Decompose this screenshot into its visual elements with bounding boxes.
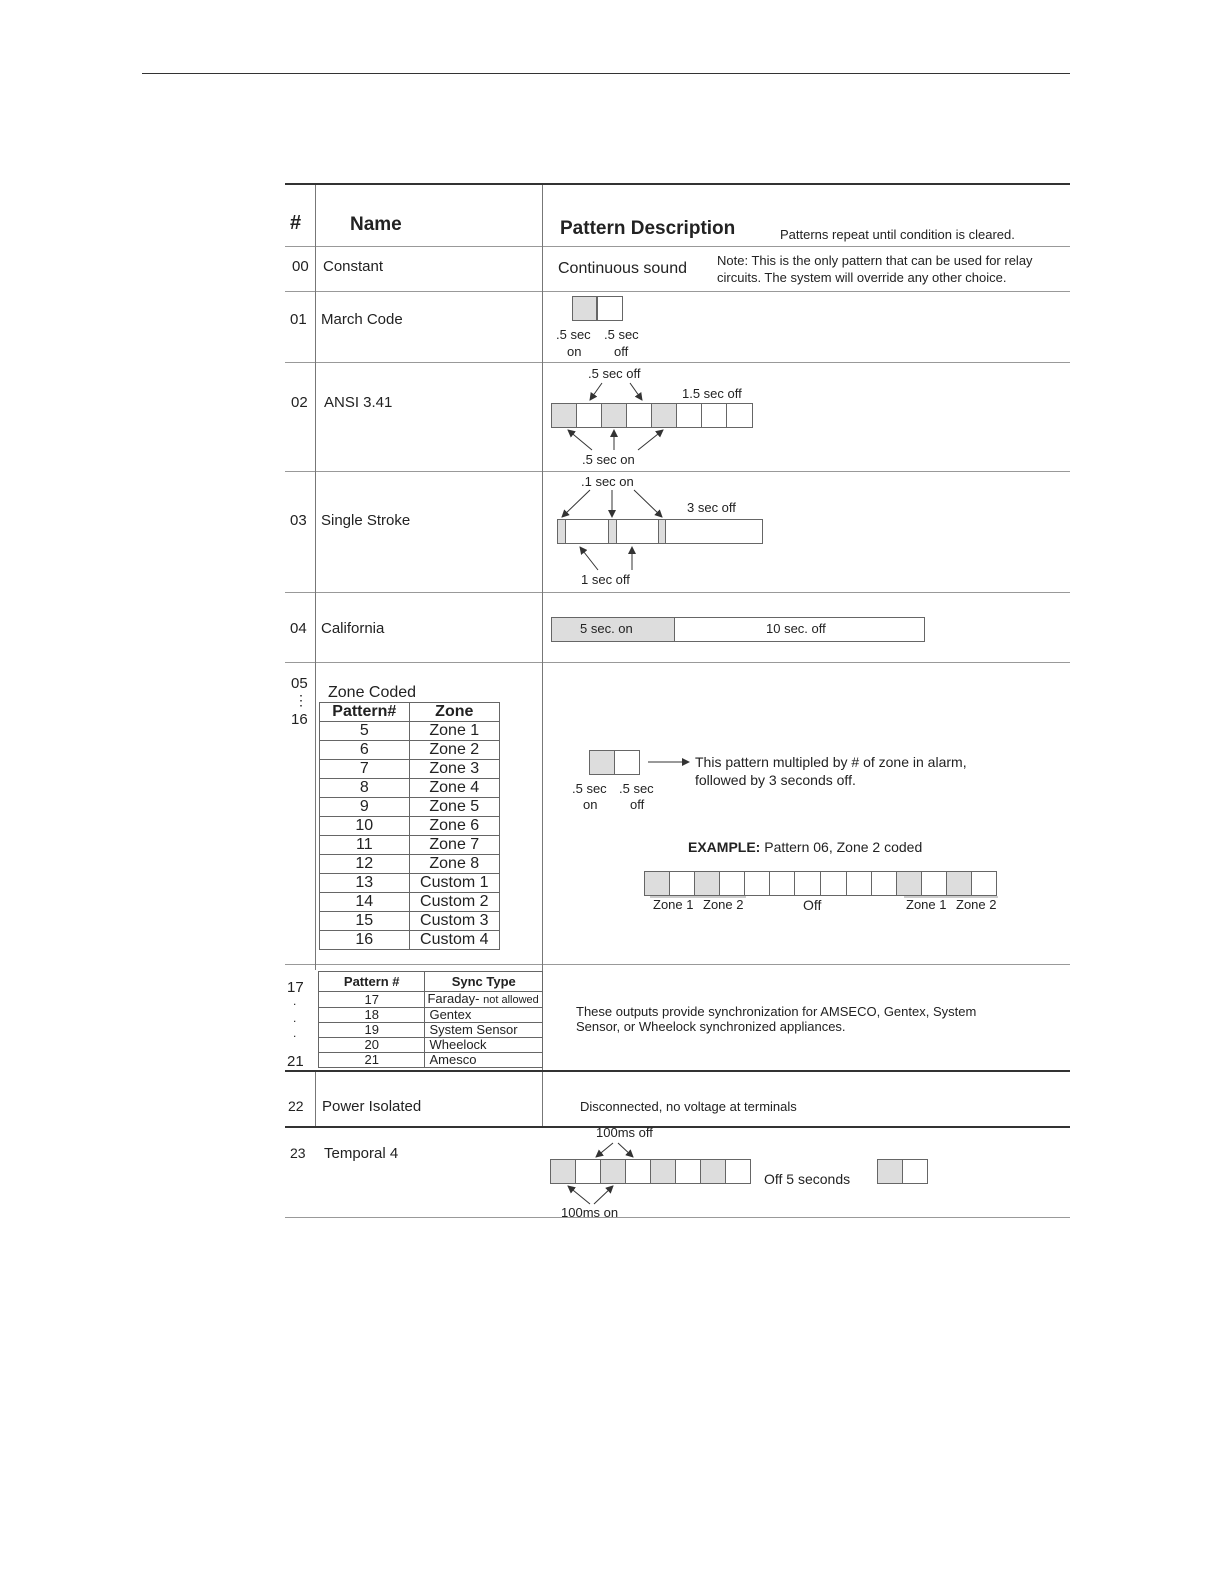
header-pattern-description: Pattern Description <box>560 218 736 239</box>
example-label: Zone 2 <box>703 897 744 912</box>
pattern-name: Single Stroke <box>321 512 411 529</box>
pattern-cell: 8 <box>320 779 410 798</box>
pointer-arrow <box>590 383 602 400</box>
sync-type-cell: Gentex <box>425 1008 543 1023</box>
sync-type-cell: Wheelock <box>425 1038 543 1053</box>
column-header: Sync Type <box>425 972 543 992</box>
pattern-cell: 11 <box>320 836 410 855</box>
sync-note: not allowed <box>483 994 539 1006</box>
zone-cell: Zone 7 <box>409 836 499 855</box>
off-duration-label: .5 sec off <box>588 366 641 381</box>
pattern-number: 23 <box>290 1145 306 1161</box>
pattern-cell: 12 <box>320 855 410 874</box>
pattern-cell: 13 <box>320 874 410 893</box>
pointer-arrow <box>562 490 590 517</box>
range-dot: . <box>293 1026 297 1040</box>
sync-desc-line-2: Sensor, or Wheelock synchronized appliances. <box>576 1019 846 1034</box>
on-duration-label: .5 sec <box>556 327 591 342</box>
pattern-cell: 19 <box>319 1023 425 1038</box>
pointer-arrow <box>634 490 662 517</box>
example-label: Zone 1 <box>906 897 947 912</box>
zone-cell: Zone 3 <box>409 760 499 779</box>
pattern-desc: Continuous sound <box>558 260 687 277</box>
zone-desc-line-2: followed by 3 seconds off. <box>695 772 856 788</box>
pattern-name: California <box>321 620 385 637</box>
pattern-cell: 10 <box>320 817 410 836</box>
sync-desc-line-1: These outputs provide synchronization for AMSECO, Gentex, System <box>576 1004 977 1019</box>
off-duration-label: .5 sec <box>619 781 654 796</box>
pattern-name: ANSI 3.41 <box>324 394 393 411</box>
pattern-cell: 17 <box>319 992 425 1008</box>
pattern-number-end: 16 <box>291 711 308 728</box>
pattern-cell: 16 <box>320 931 410 950</box>
range-dot: . <box>293 1011 297 1025</box>
pointer-arrow <box>568 1186 590 1204</box>
zone-cell: Zone 6 <box>409 817 499 836</box>
pattern-number-start: 17 <box>287 979 304 996</box>
pointer-arrow <box>580 547 598 570</box>
on-label: on <box>567 344 582 359</box>
example-label: Zone 2 <box>956 897 997 912</box>
zone-cell: Zone 1 <box>409 722 499 741</box>
column-header: Pattern# <box>320 703 410 722</box>
pattern-number: 00 <box>292 258 309 275</box>
pattern-cell: 15 <box>320 912 410 931</box>
example-bold: EXAMPLE: <box>688 839 761 855</box>
pattern-number-start: 05 <box>291 675 308 692</box>
sync-type: Faraday- <box>427 991 484 1006</box>
pointer-arrow <box>596 1143 613 1157</box>
off-label: off <box>614 344 629 359</box>
on-duration-label: 100ms on <box>561 1205 619 1220</box>
sync-type-cell: System Sensor <box>425 1023 543 1038</box>
pattern-cell: 14 <box>320 893 410 912</box>
column-header: Pattern # <box>319 972 425 992</box>
pointer-arrow <box>618 1143 633 1157</box>
header-name: Name <box>350 214 402 235</box>
pattern-cell: 9 <box>320 798 410 817</box>
zone-cell: Zone 2 <box>409 741 499 760</box>
zone-cell: Custom 2 <box>409 893 499 912</box>
pattern-number: 02 <box>291 394 308 411</box>
pattern-cell: 18 <box>319 1008 425 1023</box>
on-duration-label: .5 sec <box>572 781 607 796</box>
zone-cell: Zone 8 <box>409 855 499 874</box>
pattern-cell: 20 <box>319 1038 425 1053</box>
pointer-arrow <box>638 430 663 450</box>
off-duration-label: 100ms off <box>596 1125 653 1140</box>
pattern-name: Temporal 4 <box>324 1145 399 1162</box>
on-duration-label: .5 sec on <box>582 452 635 467</box>
pattern-number: 03 <box>290 512 307 529</box>
repeat-note: Patterns repeat until condition is cleared. <box>780 227 1015 242</box>
long-off-label: Off 5 seconds <box>764 1171 851 1187</box>
off-duration-label: .5 sec <box>604 327 639 342</box>
pattern-name: Constant <box>323 258 384 275</box>
zone-desc-line-1: This pattern multipled by # of zone in alarm, <box>695 754 967 770</box>
zone-coded-title: Zone Coded <box>328 684 417 701</box>
range-dots: ⋮ <box>294 692 308 708</box>
pattern-number: 01 <box>290 311 307 328</box>
sync-type-cell: Amesco <box>425 1053 543 1068</box>
pattern-cell: 5 <box>320 722 410 741</box>
zone-cell: Custom 3 <box>409 912 499 931</box>
zone-cell: Zone 4 <box>409 779 499 798</box>
pattern-cell: 7 <box>320 760 410 779</box>
pattern-number: 04 <box>290 620 307 637</box>
range-dot: . <box>293 994 297 1008</box>
header-number: # <box>290 212 302 234</box>
pattern-name: March Code <box>321 311 403 328</box>
pointer-arrow <box>568 430 592 450</box>
pointer-arrow <box>630 383 642 400</box>
on-duration-label: 5 sec. on <box>580 621 633 636</box>
pattern-cell: 21 <box>319 1053 425 1068</box>
zone-cell: Custom 4 <box>409 931 499 950</box>
pattern-desc: Disconnected, no voltage at terminals <box>580 1099 797 1114</box>
column-header: Zone <box>409 703 499 722</box>
off-label: off <box>630 797 645 812</box>
example-label: Zone 1 <box>653 897 694 912</box>
relay-note-line-1: Note: This is the only pattern that can be used for relay <box>717 253 1033 268</box>
off-duration-label: 1 sec off <box>581 572 630 587</box>
off-duration-label: 10 sec. off <box>766 621 826 636</box>
on-label: on <box>583 797 598 812</box>
relay-note-line-2: circuits. The system will override any other choice. <box>717 270 1007 285</box>
long-off-label: 1.5 sec off <box>682 386 742 401</box>
long-off-label: 3 sec off <box>687 500 736 515</box>
zone-cell: Custom 1 <box>409 874 499 893</box>
pointer-arrow <box>594 1186 613 1204</box>
pattern-number-end: 21 <box>287 1053 304 1070</box>
example-text: Pattern 06, Zone 2 coded <box>760 839 923 855</box>
on-duration-label: .1 sec on <box>581 474 634 489</box>
pattern-number: 22 <box>288 1098 304 1114</box>
example-label: Off <box>803 897 822 913</box>
pattern-cell: 6 <box>320 741 410 760</box>
zone-cell: Zone 5 <box>409 798 499 817</box>
pattern-name: Power Isolated <box>322 1098 422 1115</box>
